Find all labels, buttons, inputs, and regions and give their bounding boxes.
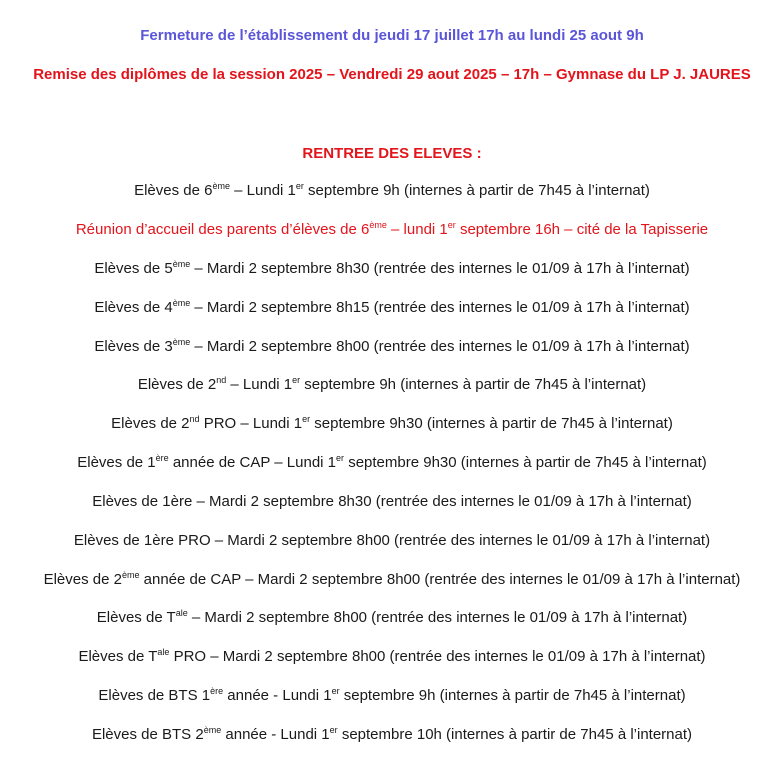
schedule-line-terminale-pro: Elèves de $T^{ale}$ PRO – Mardi 2 septembre 8h00 (rentrée des internes le 01/09 à 17h à l’internat): [78, 647, 706, 665]
schedule-line-1ere-pro: Elèves de 1ère PRO – Mardi 2 septembre 8h00 (rentrée des internes le 01/09 à 17h à l’internat): [73, 532, 711, 549]
schedule-line-4eme: Elèves de 4ème – Mardi 2 septembre 8h15 (rentrée des internes le 01/09 à 17h à l’internat): [94, 298, 690, 316]
section-heading: RENTREE DES ELEVES :: [302, 145, 482, 162]
schedule-line-6eme: Elèves de 6ème – Lundi 1er septembre 9h (internes à partir de 7h45 à l’internat): [134, 181, 650, 199]
schedule-line-2nd: Elèves de 2nd – Lundi 1er septembre 9h (internes à partir de 7h45 à l’internat): [137, 375, 647, 393]
schedule-line-cap-1: Elèves de 1ère année de CAP – Lundi 1er septembre 9h30 (internes à partir de 7h45 à l’internat): [77, 453, 707, 471]
schedule-line-1ere: Elèves de 1ère – Mardi 2 septembre 8h30 (rentrée des internes le 01/09 à 17h à l’internat): [92, 493, 692, 510]
schedule-line-2nd-pro: Elèves de 2nd PRO – Lundi 1er septembre 9h30 (internes à partir de 7h45 à l’internat): [111, 414, 673, 432]
schedule-line-bts-2: Elèves de BTS 2ème année - Lundi 1er septembre 10h (internes à partir de 7h45 à l’internat): [91, 725, 693, 743]
diploma-ceremony-notice: Remise des diplômes de la session 2025 – Vendredi 29 aout 2025 – 17h – Gymnase du LP J. JAURES: [33, 66, 751, 83]
schedule-line-bts-1: Elèves de BTS 1ère année - Lundi 1er septembre 9h (internes à partir de 7h45 à l’internat): [98, 686, 686, 704]
schedule-line-terminale: Elèves de $T^{ale}$ – Mardi 2 septembre 8h00 (rentrée des internes le 01/09 à 17h à l’internat): [96, 608, 688, 626]
schedule-line-3eme: Elèves de 3ème – Mardi 2 septembre 8h00 (rentrée des internes le 01/09 à 17h à l’internat): [94, 337, 690, 355]
schedule-line-5eme: Elèves de 5ème – Mardi 2 septembre 8h30 (rentrée des internes le 01/09 à 17h à l’internat): [94, 259, 690, 277]
closure-notice: Fermeture de l’établissement du jeudi 17 juillet 17h au lundi 25 aout 9h: [140, 27, 644, 44]
parents-meeting-line: Réunion d’accueil des parents d’élèves de 6ème – lundi 1er septembre 16h – cité de la Tapisserie: [75, 220, 709, 238]
schedule-line-cap-2: Elèves de 2ème année de CAP – Mardi 2 septembre 8h00 (rentrée des internes le 01/09 à 17h à l’internat): [43, 570, 741, 588]
